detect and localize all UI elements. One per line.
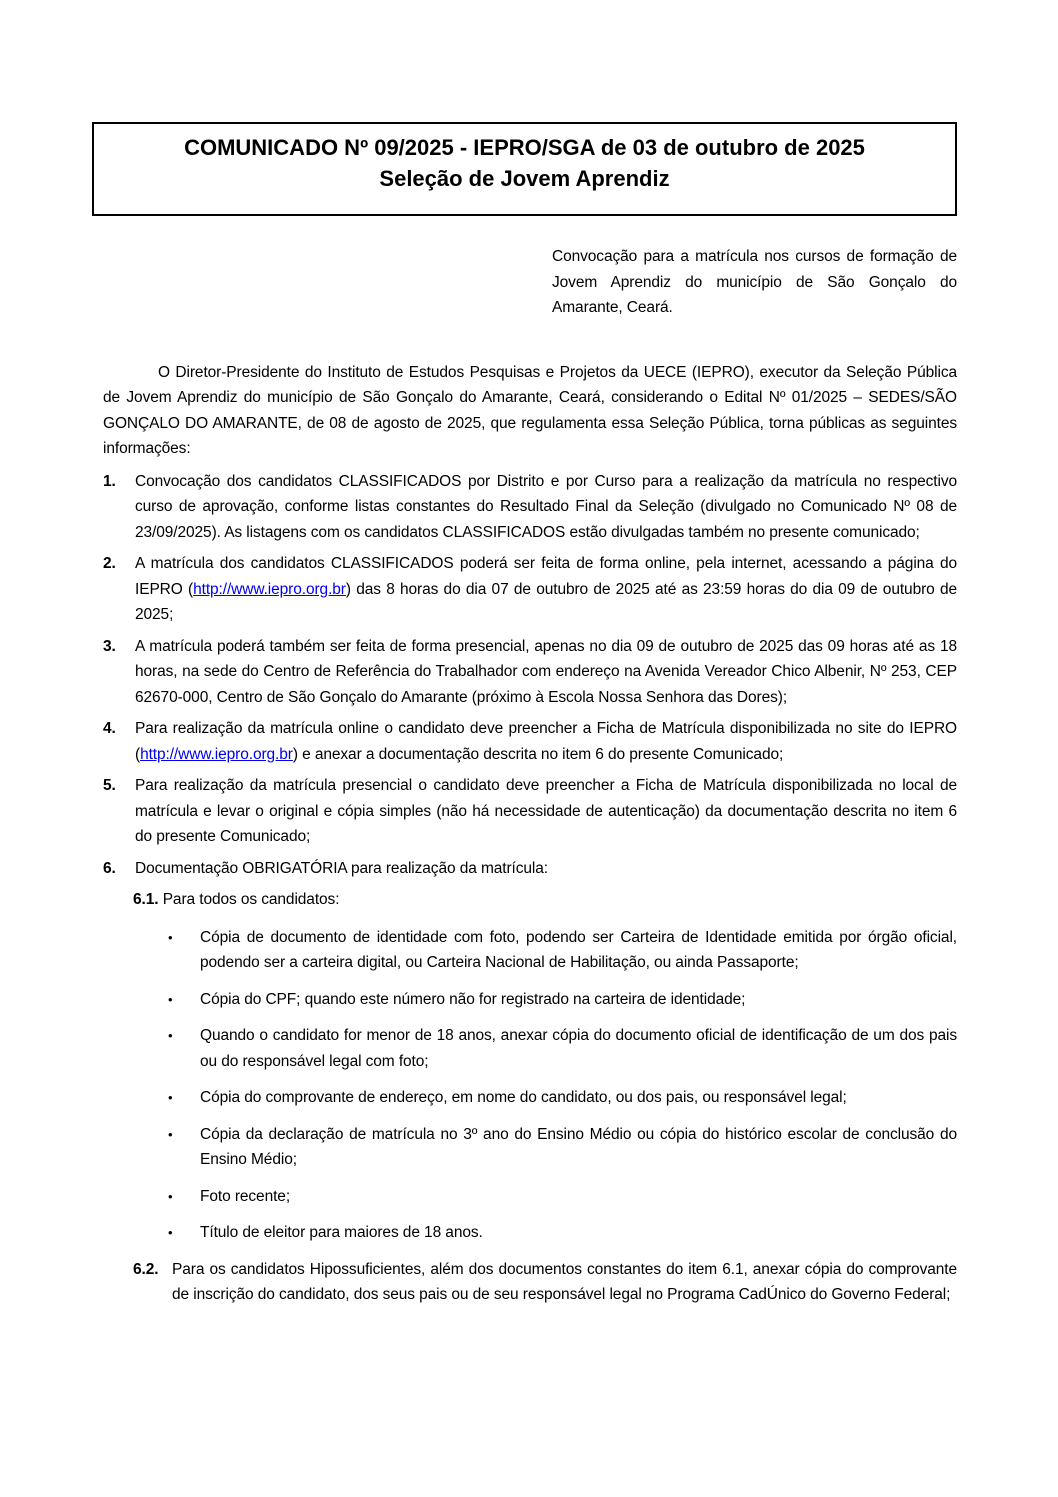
- item-number: 2.: [103, 555, 116, 572]
- item-text: [135, 720, 957, 763]
- list-item-2: [103, 551, 957, 628]
- title-line-2: Seleção de Jovem Aprendiz: [379, 166, 670, 191]
- item-number: 4.: [103, 720, 116, 737]
- bullet-item-2: [166, 987, 957, 1013]
- bullet-text: Cópia do comprovante de endereço, em nome do candidato, ou dos pais, ou responsável legal;: [200, 1089, 847, 1106]
- sub-item-6-1: [133, 887, 957, 913]
- bullet-icon: •: [168, 929, 173, 945]
- sub-item-text: Para os candidatos Hipossuficientes, além dos documentos constantes do item 6.1, anexar cópia do comprovante de inscrição do candidato, dos seus pais ou de seu responsável legal no Programa CadÚnico do Governo Federal;: [172, 1260, 957, 1303]
- intro-paragraph: O Diretor-Presidente do Instituto de Estudos Pesquisas e Projetos da UECE (IEPRO), executor da Seleção Pública de Jovem Aprendiz do município de São Gonçalo do Amarante, Ceará, considerando o Edital Nº 01/2025 – SEDES/SÃO GONÇALO DO AMARANTE, de 08 de agosto de 2025, que regulamenta essa Seleção Pública, torna públicas as seguintes informações:: [103, 363, 957, 457]
- list-item-6: [103, 856, 957, 882]
- list-item-1: [103, 469, 957, 546]
- bullet-list: [166, 925, 957, 1246]
- numbered-list: [103, 469, 957, 882]
- item-text: A matrícula poderá também ser feita de forma presencial, apenas no dia 09 de outubro de 2025 das 09 horas até as 18 horas, na sede do Centro de Referência do Trabalhador com endereço na Avenida Vereador Chico Albenir, Nº 253, CEP 62670-000, Centro de São Gonçalo do Amarante (próximo à Escola Nossa Senhora das Dores);: [135, 637, 957, 706]
- item-text: Para realização da matrícula presencial o candidato deve preencher a Ficha de Matrícula disponibilizada no local de matrícula e levar o original e cópia simples (não há necessidade de autenticação) da documentação descrita no item 6 do presente Comunicado;: [135, 777, 957, 845]
- bullet-text: Cópia da declaração de matrícula no 3º ano do Ensino Médio ou cópia do histórico escolar de conclusão do Ensino Médio;: [200, 1125, 957, 1168]
- item-text-before-link: Para realização da matrícula online o candidato deve preencher a Ficha de Matrícula disponibilizada no site do IEPRO (: [135, 720, 957, 763]
- item-number: 5.: [103, 777, 116, 794]
- bullet-text: Quando o candidato for menor de 18 anos, anexar cópia do documento oficial de identificação de um dos pais ou do responsável legal com foto;: [200, 1027, 957, 1070]
- bullet-icon: •: [168, 991, 173, 1007]
- bullet-item-3: [166, 1023, 957, 1074]
- bullet-icon: •: [168, 1188, 173, 1204]
- item-number: 6.: [103, 859, 116, 877]
- bullet-icon: •: [168, 1028, 173, 1043]
- item-text-before-link: A matrícula dos candidatos CLASSIFICADOS poderá ser feita de forma online, pela internet, acessando a página do IEPRO (: [135, 555, 957, 598]
- item-text-after-link: ) das 8 horas do dia 07 de outubro de 2025 até as 23:59 horas do dia 09 de outubro de 2025;: [135, 580, 957, 623]
- sub-item-text: Para todos os candidatos:: [162, 891, 340, 908]
- bullet-text: Título de eleitor para maiores de 18 anos.: [200, 1224, 483, 1241]
- bullet-text: Cópia do CPF; quando este número não for registrado na carteira de identidade;: [200, 990, 746, 1008]
- item-text: Convocação dos candidatos CLASSIFICADOS por Distrito e por Curso para a realização da matrícula no respectivo curso de aprovação, conforme listas constantes do Resultado Final da Seleção (divulgado no Comunicado Nº 08 de 23/09/2025). As listagens com os candidatos CLASSIFICADOS estão divulgadas também no presente comunicado;: [135, 472, 957, 541]
- iepro-website-link[interactable]: http://www.iepro.org.br: [193, 580, 346, 598]
- bullet-item-7: [166, 1220, 957, 1246]
- sub-item-number: 6.2.: [133, 1260, 159, 1278]
- list-item-4: [103, 716, 957, 767]
- item-text: [135, 555, 957, 623]
- item-text-after-link: ) e anexar a documentação descrita no item 6 do presente Comunicado;: [292, 745, 784, 763]
- item-number: 3.: [103, 637, 116, 655]
- bullet-item-5: [166, 1122, 957, 1173]
- title-line-1: COMUNICADO Nº 09/2025 - IEPRO/SGA de 03 de outubro de 2025: [184, 135, 865, 160]
- bullet-icon: •: [168, 1225, 173, 1240]
- list-item-3: [103, 634, 957, 711]
- item-number: 1.: [103, 472, 116, 490]
- iepro-website-link[interactable]: http://www.iepro.org.br: [140, 745, 293, 763]
- bullet-icon: •: [168, 1126, 173, 1142]
- bullet-text: Foto recente;: [200, 1187, 291, 1205]
- sub-item-number: 6.1.: [133, 891, 159, 908]
- bullet-item-1: [166, 925, 957, 976]
- bullet-icon: •: [168, 1090, 173, 1105]
- bullet-item-4: [166, 1085, 957, 1111]
- list-item-5: [103, 773, 957, 850]
- bullet-text: Cópia de documento de identidade com foto, podendo ser Carteira de Identidade emitida por órgão oficial, podendo ser a carteira digital, ou Carteira Nacional de Habilitação, ou ainda Passaporte;: [200, 928, 957, 971]
- title-box: [92, 122, 957, 216]
- bullet-item-6: [166, 1184, 957, 1210]
- sub-item-6-2: [133, 1257, 957, 1308]
- item-text: Documentação OBRIGATÓRIA para realização da matrícula:: [135, 859, 548, 877]
- epigraph-paragraph: Convocação para a matrícula nos cursos de formação de Jovem Aprendiz do município de São Gonçalo do Amarante, Ceará.: [552, 248, 957, 316]
